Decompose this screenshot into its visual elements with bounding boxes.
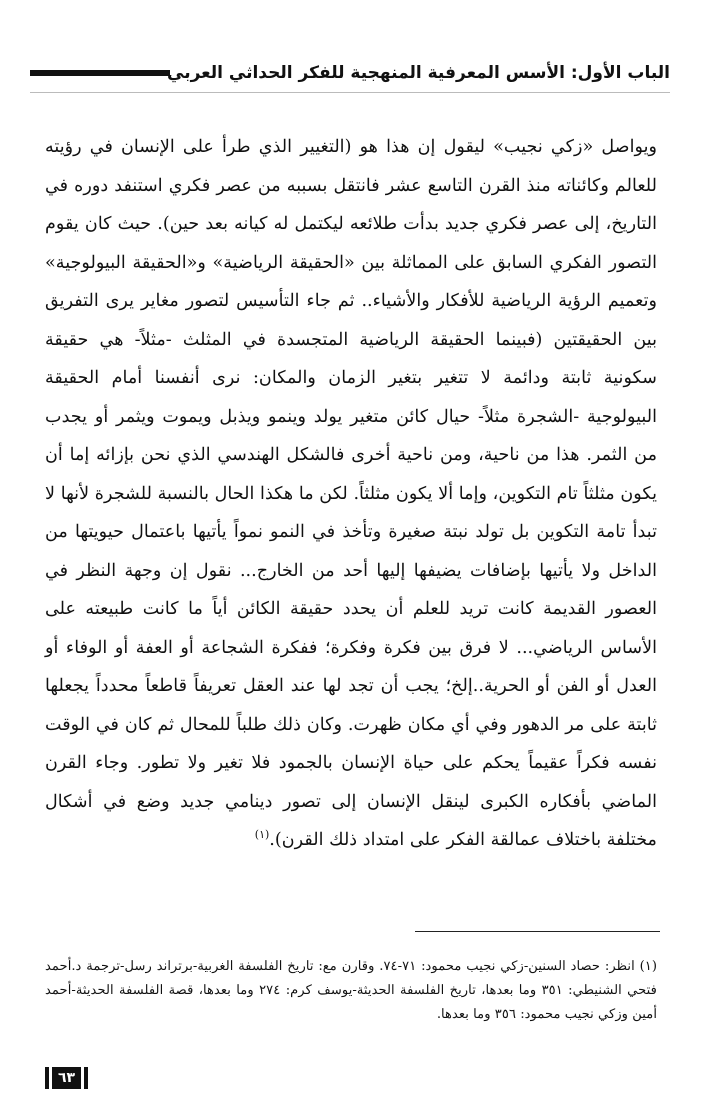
footnote: (١) انظر: حصاد السنين-زكي نجيب محمود: ٧١-٧٤. وقارن مع: تاريخ الفلسفة الغربية-برتراند رسل-ترجمة د.أحمد فتحي الشنيطي: ٣٥١ وما بعدها، تاريخ الفلسفة الحديثة-يوسف كرم: ٢٧٤ وما بعدها، قصة الفلسفة الحديثة-أحمد أمين وزكي نجيب محمود: ٣٥٦ وما بعدها. [45,959,657,1022]
running-header [30,55,670,91]
page-number-block [45,1066,88,1090]
page-number: ٦٣ [52,1067,81,1089]
header-rule [30,70,170,76]
header-underline [30,92,670,93]
main-paragraph [45,128,657,860]
paragraph-text: ويواصل «زكي نجيب» ليقول إن هذا هو (التغيير الذي طرأ على الإنسان في رؤيته للعالم وكائناته منذ القرن التاسع عشر فانتقل بسببه من عصر فكري استنفد دوره في التاريخ، إلى عصر فكري جديد بدأت طلائعه ليكتمل له كيانه بعد حين). حيث كان يقوم التصور الفكري السابق على المماثلة بين «الحقيقة الرياضية» و«الحقيقة البيولوجية» وتعميم الرؤية الرياضية للأفكار والأشياء.. ثم جاء التأسيس لتصور مغاير يرى التفريق بين الحقيقتين (فبينما الحقيقة الرياضية المتجسدة في المثلث -مثلاً- هي حقيقة سكونية ثابتة ودائمة لا تتغير بتغير الزمان والمكان: نرى أنفسنا أمام الحقيقة البيولوجية -الشجرة مثلاً- حيال كائن متغير يولد وينمو ويذبل ويموت ويثمر أو يجدب من الثمر. هذا من ناحية، ومن ناحية أخرى فالشكل الهندسي الذي نحن بإزائه إما أن يكون مثلثاً تام التكوين، وإما ألا يكون مثلثاً. لكن ما هكذا الحال بالنسبة للشجرة لأنها لا تبدأ تامة التكوين بل تولد نبتة صغيرة وتأخذ في النمو نمواً يأتيها باعتمال حيويتها من الداخل ولا يأتيها بإضافات يضيفها إليها أحد من الخارج... نقول إن وجهة النظر في العصور القديمة كانت تريد للعلم أن يحدد حقيقة الكائن أياً ما كانت طبيعته على الأساس الرياضي... لا فرق بين فكرة وفكرة؛ ففكرة الشجاعة أو العفة أو الوفاء أو العدل أو الفن أو الحرية..إلخ؛ يجب أن تجد لها عند العقل تعريفاً قاطعاً محدداً يجعلها ثابتة على مر الدهور وفي أي مكان ظهرت. وكان ذلك طلباً للمحال ثم كان في الوقت نفسه فكراً عقيماً يحكم على حياة الإنسان بالجمود فلا تغير ولا تطور. وجاء القرن الماضي بأفكاره الكبرى لينقل الإنسان إلى تصور دينامي جديد وضع في أشكال مختلفة باختلاف عمالقة الفكر على امتداد ذلك القرن). [45,137,657,850]
chapter-title: الباب الأول: الأسس المعرفية المنهجية للفكر الحداثي العربي [167,63,670,83]
page-number-bar-left [45,1067,49,1089]
page-number-bar-right [84,1067,88,1089]
footnote-separator [415,931,660,932]
footnote-reference: (١) [254,828,270,842]
